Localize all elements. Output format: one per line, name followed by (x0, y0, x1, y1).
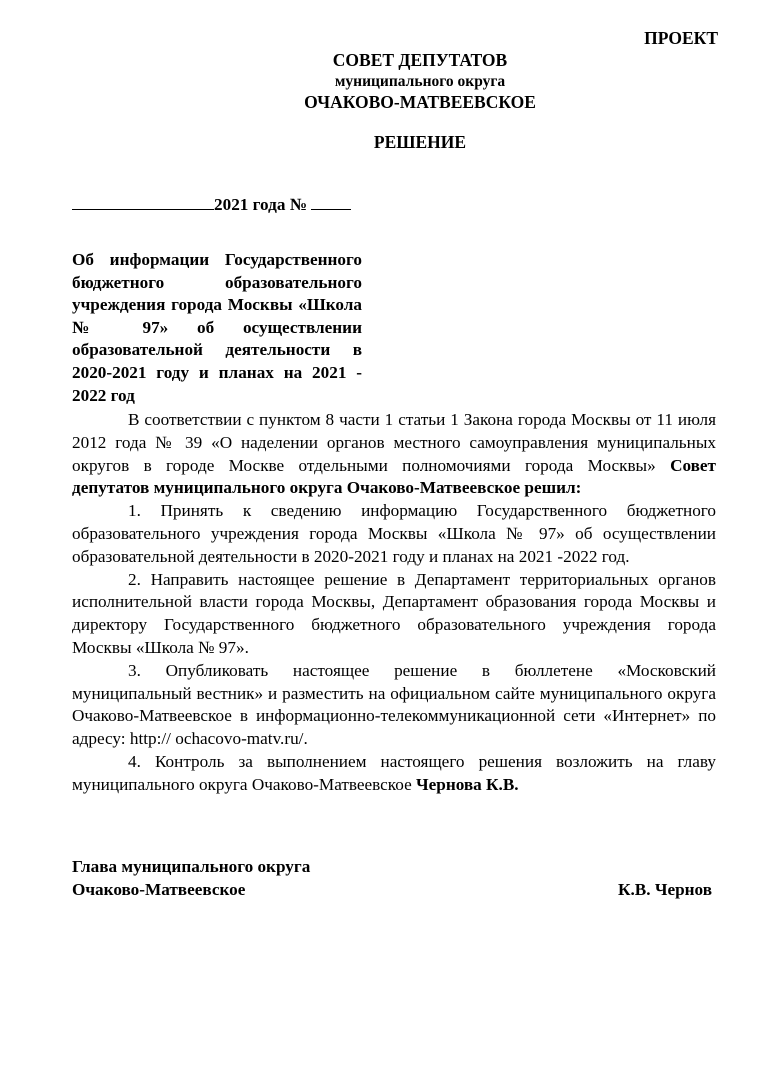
signatory-position-line1: Глава муниципального округа (72, 857, 311, 876)
date-blank (72, 193, 214, 210)
decision-body (72, 409, 716, 797)
date-year-text: 2021 года № (214, 195, 308, 214)
item-4 (72, 751, 716, 797)
council-title: СОВЕТ ДЕПУТАТОВ (332, 50, 508, 70)
item-4-name: Чернова К.В. (416, 774, 519, 794)
preamble-resolved: Совет депутатов муниципального округа Очаково-Матвеевское решил: (72, 455, 716, 498)
district-name: ОЧАКОВО-МАТВЕЕВСКОЕ (304, 92, 536, 112)
date-number-line (72, 193, 351, 215)
preamble-text: В соответствии с пунктом 8 части 1 статьи 1 Закона города Москвы от 11 июля 2012 года № 39 «О наделении органов местного самоуправления муниципальных округов в городе Москве отдельными полномочиями города Москвы» (72, 410, 716, 475)
item-2: 2. Направить настоящее решение в Департамент территориальных органов исполнительной власти города Москвы, Департамент образования города Москвы и директору Государственного бюджетного образовательного учреждения города Москвы «Школа № 97». (72, 569, 716, 657)
draft-stamp: ПРОЕКТ (644, 28, 718, 48)
signature-block (72, 856, 712, 901)
item-4-text: 4. Контроль за выполнением настоящего решения возложить на главу муниципального округа Очаково-Матвеевское (72, 751, 716, 794)
district-label: муниципального округа (334, 73, 506, 90)
decision-subject: Об информации Государственного бюджетного образовательного учреждения города Москвы «Школа № 97» об осуществлении образовательной деятельности в 2020-2021 году и планах на 2021 - 2022 год (72, 250, 362, 405)
preamble-paragraph (72, 409, 716, 500)
signatory-name: К.В. Чернов (618, 879, 712, 899)
item-3: 3. Опубликовать настоящее решение в бюллетене «Московский муниципальный вестник» и разместить на официальном сайте муниципального округа Очаково-Матвеевское в информационно-телекоммуникационной сети «Интернет» по адресу: http:// ochacovo-matv.ru/. (72, 660, 716, 749)
item-1: 1. Принять к сведению информацию Государственного бюджетного образовательного учреждения города Москвы «Школа № 97» об осуществлении образовательной деятельности в 2020-2021 году и планах на 2021 -2022 год. (72, 501, 716, 566)
number-blank (311, 193, 351, 210)
decision-title: РЕШЕНИЕ (373, 132, 467, 152)
signatory-position-line2: Очаково-Матвеевское (72, 879, 246, 899)
